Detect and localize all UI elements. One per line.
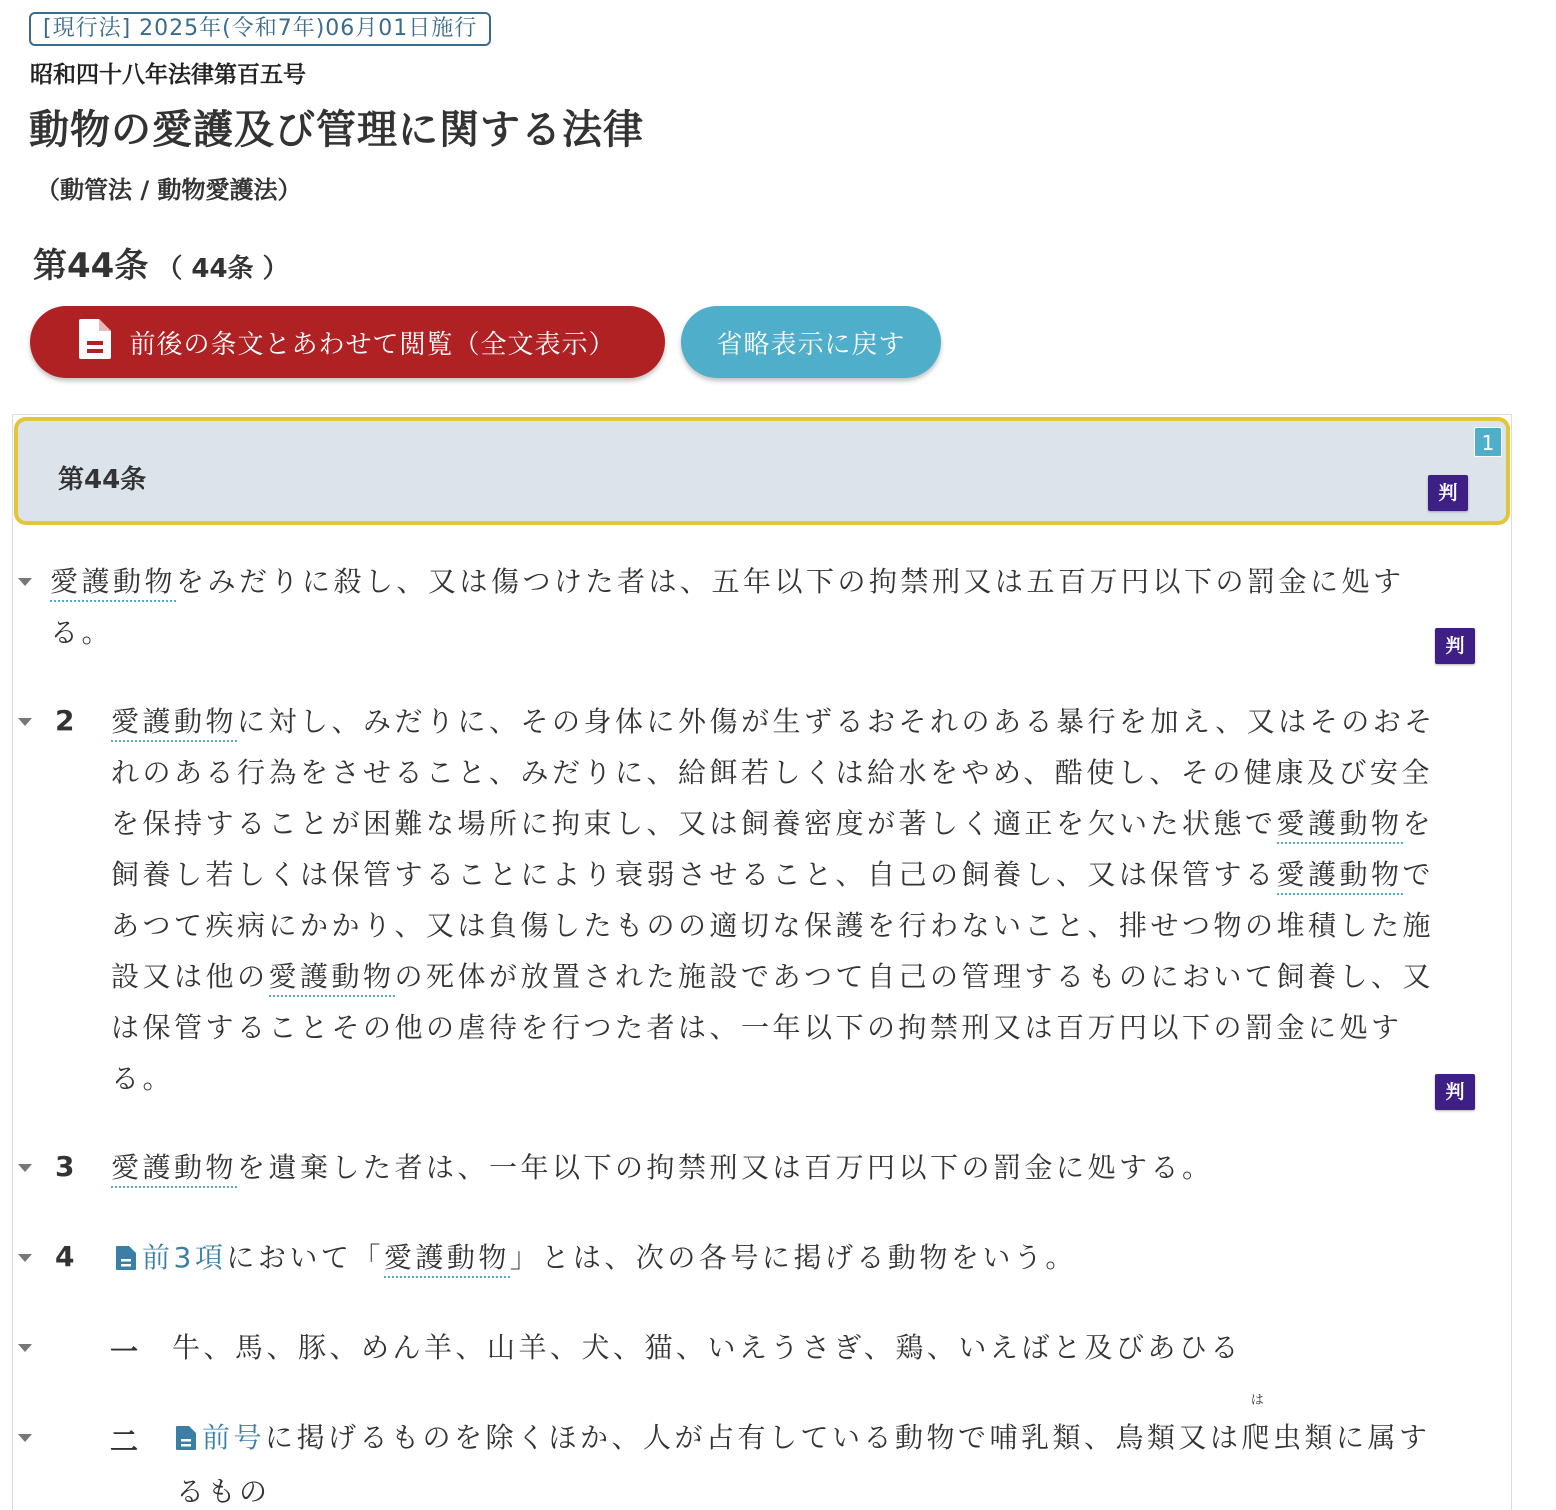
back-to-short-button[interactable] <box>681 306 941 378</box>
paragraph-text: る。 <box>50 616 114 649</box>
paragraph-text: るもの <box>176 1475 271 1508</box>
term-link[interactable]: 愛護動物 <box>1277 807 1403 844</box>
judgment-badge[interactable]: 判 <box>1435 1074 1475 1110</box>
paragraph-number: 4 <box>55 1240 75 1273</box>
judgment-badge[interactable]: 判 <box>1428 475 1468 511</box>
term-link[interactable]: 愛護動物 <box>269 960 395 997</box>
item-number: 二 <box>110 1425 139 1458</box>
paragraph-4 <box>116 1232 1496 1286</box>
paragraph-number: 3 <box>55 1150 75 1183</box>
ruby-reading: は <box>1250 1393 1264 1408</box>
paragraph-text: 虫類に属す <box>1273 1421 1431 1454</box>
paragraph-text: に対し、みだりに、その身体に外傷が生ずるおそれのある暴行を加え、又はそのおそ <box>237 705 1436 738</box>
ruby-annotation <box>1241 1393 1274 1463</box>
collapse-caret-icon[interactable] <box>18 1254 32 1262</box>
paragraph-text: を <box>1402 807 1435 840</box>
paragraph-text: る。 <box>111 1062 175 1095</box>
collapse-caret-icon[interactable] <box>18 578 32 586</box>
law-title: 動物の愛護及び管理に関する法律 <box>29 107 644 153</box>
article-box-title: 第44条 <box>58 465 147 495</box>
paragraph-2 <box>111 696 1491 1104</box>
term-link[interactable]: 愛護動物 <box>1277 858 1403 895</box>
item-number: 一 <box>110 1335 139 1368</box>
law-number: 昭和四十八年法律第百五号 <box>30 62 306 88</box>
law-aliases: （動管法 / 動物愛護法） <box>36 176 302 204</box>
paragraph-text: は保管することその他の虐待を行つた者は、一年以下の拘禁刑又は百万円以下の罰金に処す <box>111 1011 1403 1044</box>
paragraph-text: あつて疾病にかかり、又は負傷したものの適切な保護を行わないこと、排せつ物の堆積した施 <box>111 909 1435 942</box>
term-link[interactable]: 愛護動物 <box>384 1241 510 1278</box>
paragraph-text: 飼養し若しくは保管することにより衰弱させること、自己の飼養し、又は保管する <box>111 858 1277 891</box>
full-text-button-label: 前後の条文とあわせて閲覧（全文表示） <box>129 329 616 360</box>
paragraph-text: れのある行為をさせること、みだりに、給餌若しくは給水をやめ、酷使し、その健康及び安全 <box>111 756 1433 789</box>
paragraph-text: で <box>1402 858 1435 891</box>
term-link[interactable]: 愛護動物 <box>50 565 176 602</box>
paragraph-1 <box>50 556 1470 658</box>
paragraph-text: 」とは、次の各号に掲げる動物をいう。 <box>509 1241 1077 1274</box>
article-heading <box>33 238 289 287</box>
paragraph-number: 2 <box>55 704 75 737</box>
paragraph-text: 設又は他の <box>111 960 269 993</box>
reference-doc-icon <box>176 1415 196 1466</box>
judgment-badge[interactable]: 判 <box>1435 628 1475 664</box>
reference-doc-icon <box>116 1235 136 1286</box>
paragraph-text: を保持することが困難な場所に拘束し、又は飼養密度が著しく適正を欠いた状態で <box>111 807 1277 840</box>
item-2 <box>176 1393 1496 1510</box>
paragraph-3 <box>111 1142 1491 1193</box>
paragraph-text: の死体が放置された施設であつて自己の管理するものにおいて飼養し、又 <box>394 960 1435 993</box>
ruby-base: 爬 <box>1241 1421 1274 1454</box>
paragraph-text: をみだりに殺し、又は傷つけた者は、五年以下の拘禁刑又は五百万円以下の罰金に処す <box>176 565 1405 598</box>
term-link[interactable]: 愛護動物 <box>111 705 237 742</box>
back-to-short-button-label: 省略表示に戻す <box>716 329 906 360</box>
collapse-caret-icon[interactable] <box>18 1164 32 1172</box>
article-heading-number: 第44条 <box>33 246 149 286</box>
paragraph-text: に掲げるものを除くほか、人が占有している動物で哺乳類、鳥類又は <box>265 1421 1242 1454</box>
full-text-button[interactable] <box>30 306 665 378</box>
article-header-box <box>14 417 1510 525</box>
collapse-caret-icon[interactable] <box>18 718 32 726</box>
collapse-caret-icon[interactable] <box>18 1344 32 1352</box>
article-heading-sub: （ 44条 ） <box>156 254 289 284</box>
paragraph-text: において「 <box>226 1241 384 1274</box>
reference-count-badge[interactable]: 1 <box>1474 427 1502 457</box>
collapse-caret-icon[interactable] <box>18 1434 32 1442</box>
item-1 <box>172 1322 1492 1373</box>
paragraph-text: 牛、馬、豚、めん羊、山羊、犬、猫、いえうさぎ、鶏、いえばと及びあひる <box>172 1331 1242 1364</box>
law-status-tag: [現行法] 2025年(令和7年)06月01日施行 <box>29 12 491 46</box>
term-link[interactable]: 愛護動物 <box>111 1151 237 1188</box>
paragraph-text: を遺棄した者は、一年以下の拘禁刑又は百万円以下の罰金に処する。 <box>237 1151 1214 1184</box>
reference-link[interactable]: 前3項 <box>142 1241 227 1274</box>
reference-link[interactable]: 前号 <box>202 1421 266 1454</box>
document-icon <box>79 319 111 366</box>
